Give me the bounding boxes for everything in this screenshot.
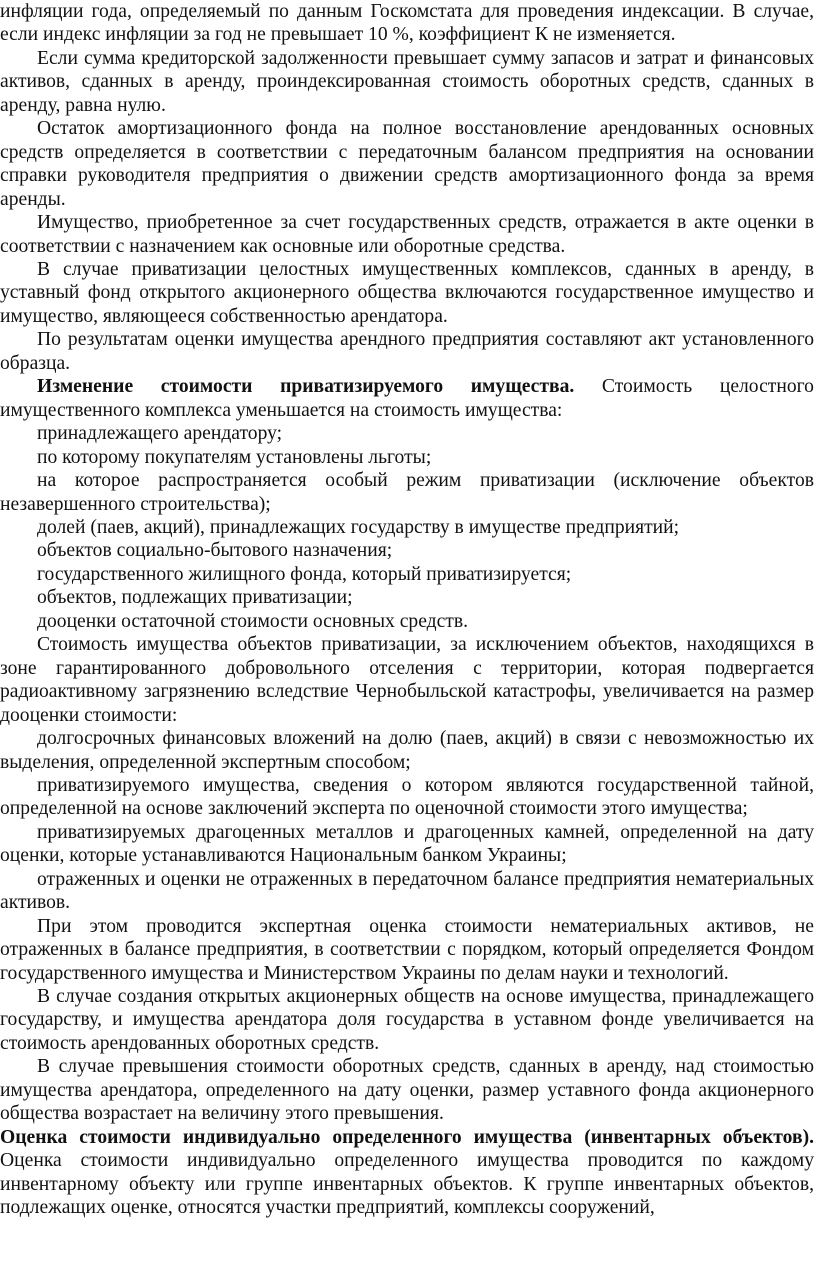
section-text-value-change: Стоимость целостного имущественного комплекса уменьшается на стоимость имущества: (0, 376, 814, 421)
paragraph-value-change (0, 375, 814, 422)
paragraph-amortization-fund: Остаток амортизационного фонда на полное восстановление арендованных основных средств определяется в соответствии с передаточным балансом предприятия на основании справки руководителя предприятия о движении средств амортизационного фонда за время аренды. (0, 118, 814, 210)
section-heading-individual-property: Оценка стоимости индивидуально определенного имущества (инвентарных объектов). (0, 1126, 814, 1148)
list-item-state-shares: долей (паев, акций), принадлежащих государству в имуществе предприятий; (37, 516, 680, 538)
list-item-intangible-assets: отраженных и оценки не отраженных в передаточном балансе предприятия нематериальных активов. (0, 868, 814, 914)
paragraph-individual-property (0, 1126, 814, 1220)
list-item-social-objects: объектов социально-бытового назначения; (37, 540, 393, 562)
list-item-special-regime: на которое распространяется особый режим приватизации (исключение объектов незавершенного строительства); (0, 470, 814, 515)
list-item-housing-fund: государственного жилищного фонда, который приватизируется; (37, 563, 572, 585)
list-item-benefits: по которому покупателям установлены льготы; (37, 446, 432, 468)
paragraph-excess-value: В случае превышения стоимости оборотных средств, сданных в аренду, над стоимостью имущества арендатора, определенного на дату оценки, размер уставного фонда акционерного общества возрастает на величину этого превышения. (0, 1056, 814, 1125)
paragraph-state-funded-property: Имущество, приобретенное за счет государственных средств, отражается в акте оценки в соответствии с назначением как основные или оборотные средства. (0, 212, 814, 257)
list-item-objects-for-privatization: объектов, подлежащих приватизации; (37, 587, 353, 609)
section-text-individual-property: Оценка стоимости индивидуально определенного имущества проводится по каждому инвентарному объекту или группе инвентарных объектов. К группе инвентарных объектов, подлежащих оценке, относятся участки предприятий, комплексы сооружений, (0, 1150, 814, 1219)
paragraph-joint-stock-creation: В случае создания открытых акционерных обществ на основе имущества, принадлежащего государству, и имущества арендатора доля государства в уставном фонде увеличивается на стоимость арендованных оборотных средств. (0, 986, 814, 1054)
paragraph-privatization-complexes: В случае приватизации целостных имущественных комплексов, сданных в аренду, в уставный фонд открытого акционерного общества включаются государственное имущество и имущество, являющееся собственностью арендатора. (0, 258, 814, 327)
paragraph-inflation-index: инфляции года, определяемый по данным Госкомстата для проведения индексации. В случае, если индекс инфляции за год не превышает 10 %, коэффициент К не изменяется. (0, 1, 814, 46)
paragraph-value-increase: Стоимость имущества объектов приватизации, за исключением объектов, находящихся в зоне гарантированного добровольного отселения с территории, которая подвергается радиоактивному загрязнению вследствие Чернобыльской катастрофы, увеличивается на размер дооценки стоимости: (0, 634, 814, 726)
paragraph-expert-valuation: При этом проводится экспертная оценка стоимости нематериальных активов, не отраженных в балансе предприятия, в соответствии с порядком, который определяется Фондом государственного имущества и Министерством Украины по делам науки и технологий. (0, 915, 814, 984)
paragraph-valuation-act: По результатам оценки имущества арендного предприятия составляют акт установленного образца. (0, 329, 814, 374)
list-item-precious-metals: приватизируемых драгоценных металлов и драгоценных камней, определенной на дату оценки, которые устанавливаются Национальным банком Украины; (0, 821, 814, 867)
list-item-tenant-property: принадлежащего арендатору; (37, 423, 283, 445)
paragraph-creditor-debt: Если сумма кредиторской задолженности превышает сумму запасов и затрат и финансовых активов, сданных в аренду, проиндексированная стоимость оборотных средств, сданных в аренду, равна нулю. (0, 47, 814, 116)
list-item-state-secret: приватизируемого имущества, сведения о котором являются государственной тайной, определенной на основе заключений эксперта по оценочной стоимости этого имущества; (0, 774, 814, 820)
section-heading-value-change: Изменение стоимости приватизируемого имущества. (37, 376, 575, 398)
list-item-long-term-investments: долгосрочных финансовых вложений на долю (паев, акций) в связи с невозможностью их выделения, определенной экспертным способом; (0, 728, 814, 773)
list-item-revaluation: дооценки остаточной стоимости основных средств. (37, 610, 469, 632)
